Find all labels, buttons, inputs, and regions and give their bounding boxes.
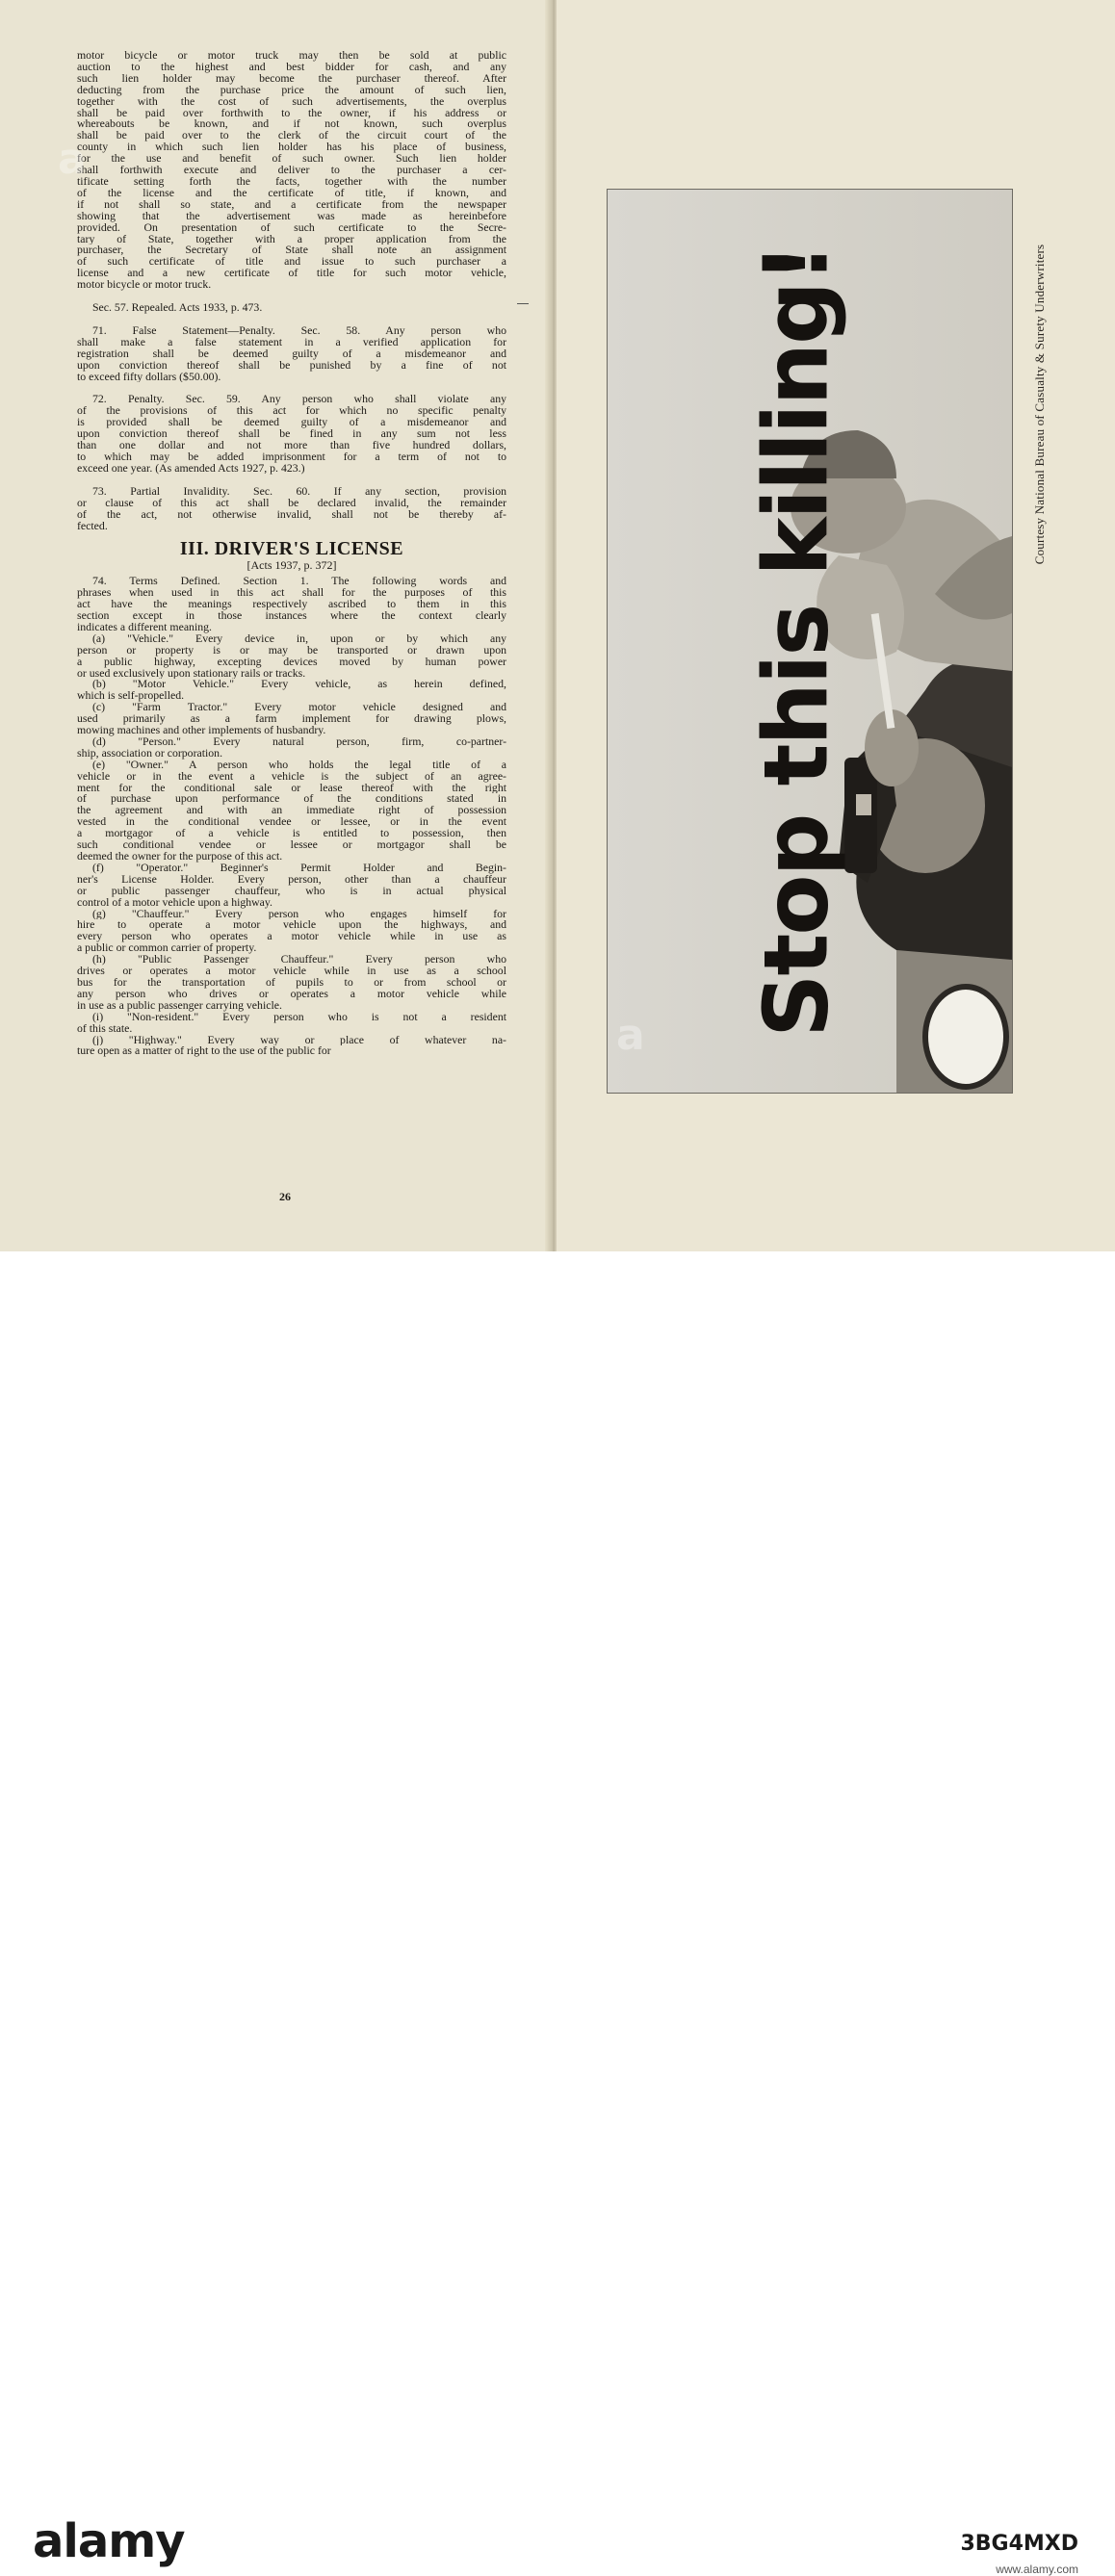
text-line: or clause of this act shall be declared invalid, the remainder: [77, 497, 506, 509]
text-line: (i) "Non-resident." Every person who is not a resident: [92, 1011, 506, 1023]
text-line: 72. Penalty. Sec. 59. Any person who shall violate any: [92, 394, 506, 406]
text-line: 73. Partial Invalidity. Sec. 60. If any section, provision: [92, 485, 506, 498]
stock-photo-footer: [0, 1251, 1115, 2576]
watermark-overlay: a: [58, 135, 87, 184]
text-line: ture open as a matter of right to the use of the public for: [77, 1045, 331, 1058]
text-line: of purchase upon performance of the conditions stated in: [77, 793, 506, 806]
alamy-logo: alamy: [33, 2514, 185, 2568]
text-line: deemed the owner for the purpose of this act.: [77, 851, 283, 863]
text-line: provided. On presentation of such certificate to the Secre-: [77, 221, 506, 234]
text-line: to exceed fifty dollars ($50.00).: [77, 371, 221, 383]
text-line: of the license and the certificate of title, if known, and: [77, 187, 506, 199]
text-line: (d) "Person." Every natural person, firm, co-partner-: [92, 735, 506, 748]
text-line: is provided shall be deemed guilty of a misdemeanor and: [77, 417, 506, 429]
watermark-overlay: a: [616, 1011, 645, 1060]
text-line: ship, association or corporation.: [77, 747, 223, 760]
text-line: (e) "Owner." A person who holds the legal title of a: [92, 759, 506, 771]
text-line: such conditional vendee or lessee or mortgagor shall be: [77, 839, 506, 851]
text-line: in use as a public passenger carrying vehicle.: [77, 999, 282, 1012]
courtesy-credit: Courtesy National Bureau of Casualty & Surety Underwriters: [1032, 244, 1047, 565]
text-line: a mortgagor of a vehicle is entitled to possession, then: [77, 828, 506, 840]
text-line: registration shall be deemed guilty of a misdemeanor and: [77, 348, 506, 360]
text-line: of such certificate of title and issue to such purchaser a: [77, 256, 506, 269]
booklet-spread: [0, 0, 1115, 1251]
chapter-heading: III. DRIVER'S LICENSE: [179, 538, 404, 560]
text-line: indicates a different meaning.: [77, 621, 212, 633]
text-line: mowing machines and other implements of husbandry.: [77, 725, 326, 736]
left-page: [0, 0, 551, 1251]
text-line: motor bicycle or motor truck.: [77, 279, 212, 292]
text-line: deducting from the purchase price the amount of such lien,: [77, 84, 506, 96]
text-line: drives or operates a motor vehicle while in use as a school: [77, 966, 506, 977]
text-line: hire to operate a motor vehicle upon the highways, and: [77, 919, 506, 932]
text-line: (h) "Public Passenger Chauffeur." Every person who: [92, 954, 506, 966]
continued-paragraph: [77, 50, 506, 291]
text-line: purchaser, the Secretary of State shall note an assignment: [77, 245, 506, 257]
text-line: shall be paid over to the clerk of the circuit court of the: [77, 130, 506, 142]
text-line: vested in the conditional vendee or lessee, or in the event: [77, 816, 506, 829]
text-line: (f) "Operator." Beginner's Permit Holder and Begin-: [92, 862, 506, 874]
text-line: if not shall so state, and a certificate from the newspaper: [77, 198, 506, 211]
text-line: for the use and benefit of such owner. Such lien holder: [77, 153, 506, 166]
text-line: the agreement and with an immediate right of possession: [77, 805, 506, 817]
margin-mark: [517, 303, 529, 304]
text-line: (g) "Chauffeur." Every person who engages himself for: [92, 908, 506, 920]
text-line: (c) "Farm Tractor." Every motor vehicle designed and: [92, 702, 506, 714]
text-line: ment for the conditional sale or lease thereof with the right: [77, 782, 506, 794]
text-line: whereabouts be known, and if not known, such overplus: [77, 118, 506, 131]
text-line: (a) "Vehicle." Every device in, upon or by which any: [92, 632, 506, 645]
text-line: motor bicycle or motor truck may then be sold at public: [77, 50, 506, 62]
left-text-column: [77, 50, 506, 1057]
section-71: [77, 325, 506, 383]
text-line: or used exclusively upon stationary rails or tracks.: [77, 667, 306, 680]
text-line: act have the meanings respectively ascribed to them in this: [77, 599, 506, 610]
text-line: tary of State, together with a proper application from the: [77, 233, 506, 245]
text-line: fected.: [77, 520, 108, 532]
page-number: 26: [279, 1190, 291, 1203]
poster-image: [607, 189, 1013, 1094]
text-line: shall make a false statement in a verified application for: [77, 336, 506, 348]
text-line: which is self-propelled.: [77, 690, 185, 703]
text-line: together with the cost of such advertisements, the overplus: [77, 95, 506, 108]
slogan-text: Stop this killing!: [744, 245, 848, 1038]
text-line: of the provisions of this act for which no specific penalty: [77, 405, 506, 418]
text-line: of this state.: [77, 1022, 133, 1035]
section-72: [77, 394, 506, 474]
text-line: or public passenger chauffeur, who is in actual physical: [77, 885, 506, 897]
text-line: auction to the highest and best bidder for cash, and any: [77, 61, 506, 73]
text-line: used primarily as a farm implement for drawing plows,: [77, 713, 506, 726]
image-id: 3BG4MXD: [960, 2532, 1078, 2556]
text-line: (j) "Highway." Every way or place of whatever na-: [92, 1034, 506, 1046]
text-line: 71. False Statement—Penalty. Sec. 58. Any person who: [92, 324, 506, 337]
text-line: of the act, not otherwise invalid, shall not be thereby af-: [77, 508, 506, 521]
text-line: license and a new certificate of title for such motor vehicle,: [77, 268, 506, 280]
text-line: upon conviction thereof shall be punished by a fine of not: [77, 359, 506, 372]
text-line: showing that the advertisement was made as hereinbefore: [77, 210, 506, 222]
text-line: any person who drives or operates a motor vehicle while: [77, 988, 506, 1000]
text-line: vehicle or in the event a vehicle is the subject of an agree-: [77, 770, 506, 783]
text-line: section except in those instances where the context clearly: [77, 609, 506, 622]
section-57: Sec. 57. Repealed. Acts 1933, p. 473.: [92, 300, 263, 315]
section-74: [77, 576, 506, 1057]
text-line: upon conviction thereof shall be fined in any sum not less: [77, 428, 506, 441]
section-73: [77, 486, 506, 532]
text-line: person or property is or may be transported or drawn upon: [77, 644, 506, 657]
text-line: than one dollar and not more than five hundred dollars,: [77, 440, 506, 451]
text-line: a public highway, excepting devices moved by human power: [77, 656, 506, 668]
text-line: bus for the transportation of pupils to or from school or: [77, 976, 506, 989]
text-line: control of a motor vehicle upon a highway.: [77, 896, 273, 909]
text-line: phrases when used in this act shall for the purposes of this: [77, 587, 506, 600]
text-line: county in which such lien holder has his place of business,: [77, 142, 506, 154]
watermark-url: www.alamy.com: [996, 2563, 1078, 2576]
text-line: such lien holder may become the purchaser thereof. After: [77, 72, 506, 85]
text-line: ner's License Holder. Every person, other than a chauffeur: [77, 873, 506, 886]
text-line: shall forthwith execute and deliver to the purchaser a cer-: [77, 165, 506, 176]
text-line: every person who operates a motor vehicle while in use as: [77, 931, 506, 943]
text-line: exceed one year. (As amended Acts 1927, p. 423.): [77, 462, 305, 475]
text-line: 74. Terms Defined. Section 1. The following words and: [92, 576, 506, 588]
text-line: tificate setting forth the facts, together with the number: [77, 175, 506, 188]
text-line: shall be paid over forthwith to the owner, if his address or: [77, 107, 506, 119]
text-line: a public or common carrier of property.: [77, 942, 257, 955]
text-line: to which may be added imprisonment for a term of not to: [77, 451, 506, 463]
chapter-reference: [Acts 1937, p. 372]: [246, 558, 337, 573]
text-line: (b) "Motor Vehicle." Every vehicle, as herein defined,: [92, 679, 506, 691]
